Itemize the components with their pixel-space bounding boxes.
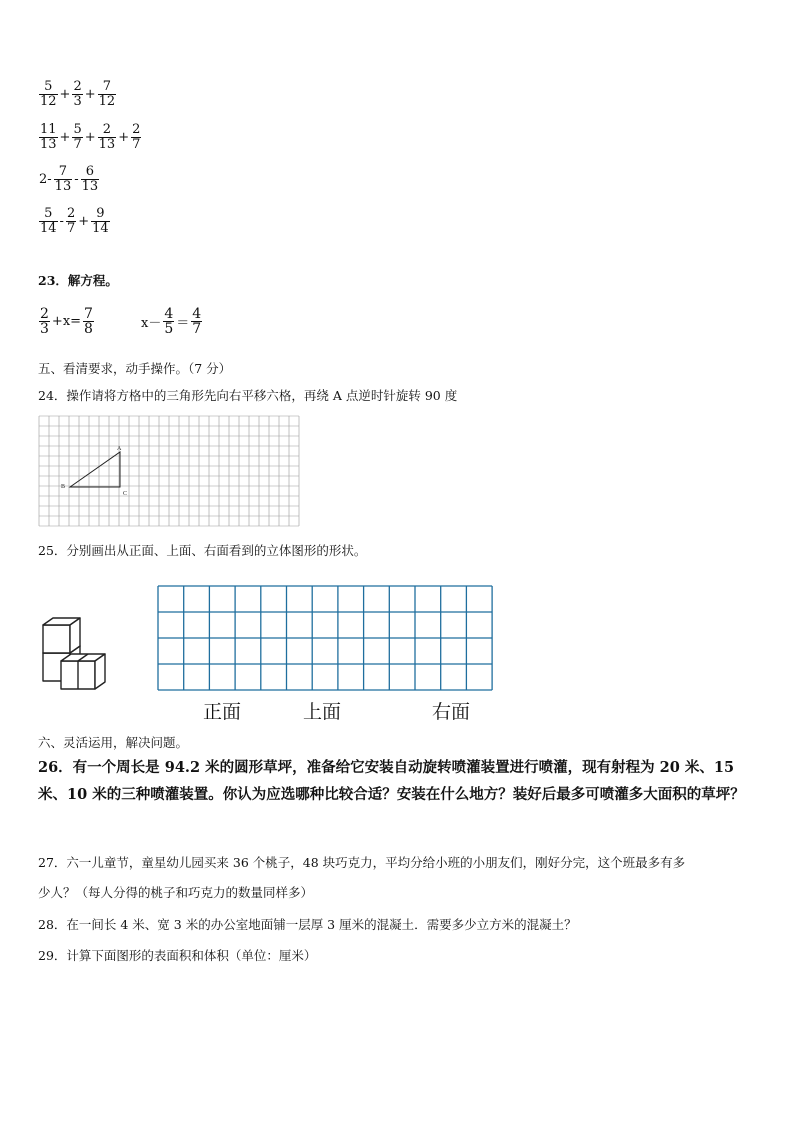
- fraction-numerator: 2: [73, 79, 82, 94]
- q24-label-b: B: [61, 484, 66, 490]
- operator: +: [118, 130, 130, 145]
- cube-top-side: [70, 618, 80, 653]
- q24-label-a: A: [117, 446, 122, 452]
- fraction-numerator: 5: [73, 122, 82, 137]
- q25-drawing-grid[interactable]: [157, 585, 497, 693]
- expression-4: [38, 207, 111, 236]
- fraction: [53, 165, 74, 194]
- fraction-numerator: 2: [132, 122, 141, 137]
- fraction-denominator: 7: [132, 137, 141, 152]
- fraction-denominator: 13: [98, 137, 116, 152]
- fraction: [97, 80, 118, 109]
- fraction-numerator: 4: [192, 306, 202, 322]
- cube-front-right-side: [95, 654, 105, 689]
- section-6-title: 六、灵活运用，解决问题。: [38, 735, 189, 750]
- section-5-title: 五、看清要求，动手操作。（7 分）: [38, 361, 232, 376]
- expression-3: [38, 165, 100, 194]
- fraction-denominator: 5: [164, 321, 174, 337]
- fraction: [38, 207, 59, 236]
- operator: -: [74, 172, 79, 187]
- operator: +x=: [51, 314, 82, 329]
- q25-label-right: 右面: [432, 701, 471, 723]
- q24-label-c: C: [123, 491, 128, 497]
- fraction-denominator: 13: [81, 179, 99, 194]
- operator: 2-: [39, 172, 52, 187]
- q24-grid-figure: [38, 415, 300, 527]
- q24-text: 24．操作请将方格中的三角形先向右平移六格，再绕 A 点逆时针旋转 90 度: [38, 388, 458, 403]
- operator: +: [84, 130, 96, 145]
- fraction: [90, 207, 111, 236]
- expression-1: [38, 80, 117, 109]
- q27-line-1: 27．六一儿童节，童星幼儿园买来 36 个桃子，48 块巧克力，平均分给小班的小朋友们，刚好分完，这个班最多有多: [38, 855, 686, 870]
- fraction-denominator: 7: [73, 137, 82, 152]
- fraction: [130, 123, 142, 152]
- fraction-numerator: 11: [40, 122, 57, 137]
- fraction: [71, 80, 83, 109]
- equation-1: [38, 307, 95, 336]
- operator: +: [78, 214, 90, 229]
- fraction-numerator: 2: [102, 122, 112, 137]
- equation-2: [140, 307, 203, 336]
- fraction: [71, 123, 83, 152]
- fraction-denominator: 3: [40, 321, 49, 337]
- q29-text: 29．计算下面图形的表面积和体积（单位：厘米）: [38, 948, 317, 963]
- operator: +: [59, 130, 71, 145]
- operator: ＝: [176, 316, 190, 331]
- fraction-denominator: 7: [66, 221, 76, 236]
- fraction-denominator: 12: [98, 94, 116, 109]
- operator: +: [59, 87, 71, 102]
- fraction-denominator: 7: [192, 321, 202, 337]
- operator: +: [84, 87, 96, 102]
- fraction: [38, 80, 59, 109]
- q24-grid: [39, 416, 299, 526]
- fraction: [38, 123, 59, 152]
- operator: x－: [141, 316, 162, 331]
- fraction-numerator: 2: [66, 206, 76, 221]
- fraction-numerator: 7: [58, 164, 68, 179]
- cube-top-front: [43, 625, 70, 653]
- fraction: [65, 207, 77, 236]
- expression-2: [38, 123, 142, 152]
- fraction-numerator: 5: [44, 206, 53, 221]
- fraction: [80, 165, 101, 194]
- fraction-numerator: 9: [96, 206, 105, 221]
- fraction-numerator: 2: [40, 306, 49, 322]
- q25-text: 25．分别画出从正面、上面、右面看到的立体图形的形状。: [38, 543, 367, 558]
- fraction-denominator: 3: [73, 94, 82, 109]
- q27-line-2: 少人？（每人分得的桃子和巧克力的数量同样多）: [38, 885, 314, 900]
- fraction-denominator: 8: [84, 321, 93, 337]
- fraction: [82, 307, 95, 336]
- fraction-numerator: 7: [84, 306, 93, 322]
- operator: -: [59, 214, 64, 229]
- q28-text: 28．在一间长 4 米、宽 3 米的办公室地面铺一层厚 3 厘米的混凝土．需要多少立方米的混凝土？: [38, 917, 577, 932]
- fraction: [162, 307, 175, 336]
- fraction-numerator: 7: [102, 79, 112, 94]
- fraction: [190, 307, 203, 336]
- fraction: [38, 307, 51, 336]
- q25-cube-figure: [40, 615, 110, 693]
- q26-text: 26．有一个周长是 94.2 米的圆形草坪，准备给它安装自动旋转喷灌装置进行喷灌，现有射程为 20 米、15 米、10 米的三种喷灌装置。你认为应选哪种比较合适？安装在什么地方？装好后最多可喷灌多大面积的草坪？: [38, 759, 745, 803]
- fraction-numerator: 6: [85, 164, 95, 179]
- q25-label-top: 上面: [303, 701, 342, 723]
- fraction-denominator: 13: [40, 137, 57, 152]
- fraction-denominator: 14: [40, 221, 57, 236]
- q25-label-front: 正面: [203, 701, 242, 723]
- fraction-denominator: 12: [40, 94, 57, 109]
- fraction: [97, 123, 118, 152]
- fraction-denominator: 13: [54, 179, 72, 194]
- fraction-numerator: 5: [44, 79, 53, 94]
- fraction-denominator: 14: [92, 221, 109, 236]
- q23-title: 23．解方程。: [38, 273, 118, 288]
- q24-triangle: [70, 452, 120, 487]
- fraction-numerator: 4: [164, 306, 174, 322]
